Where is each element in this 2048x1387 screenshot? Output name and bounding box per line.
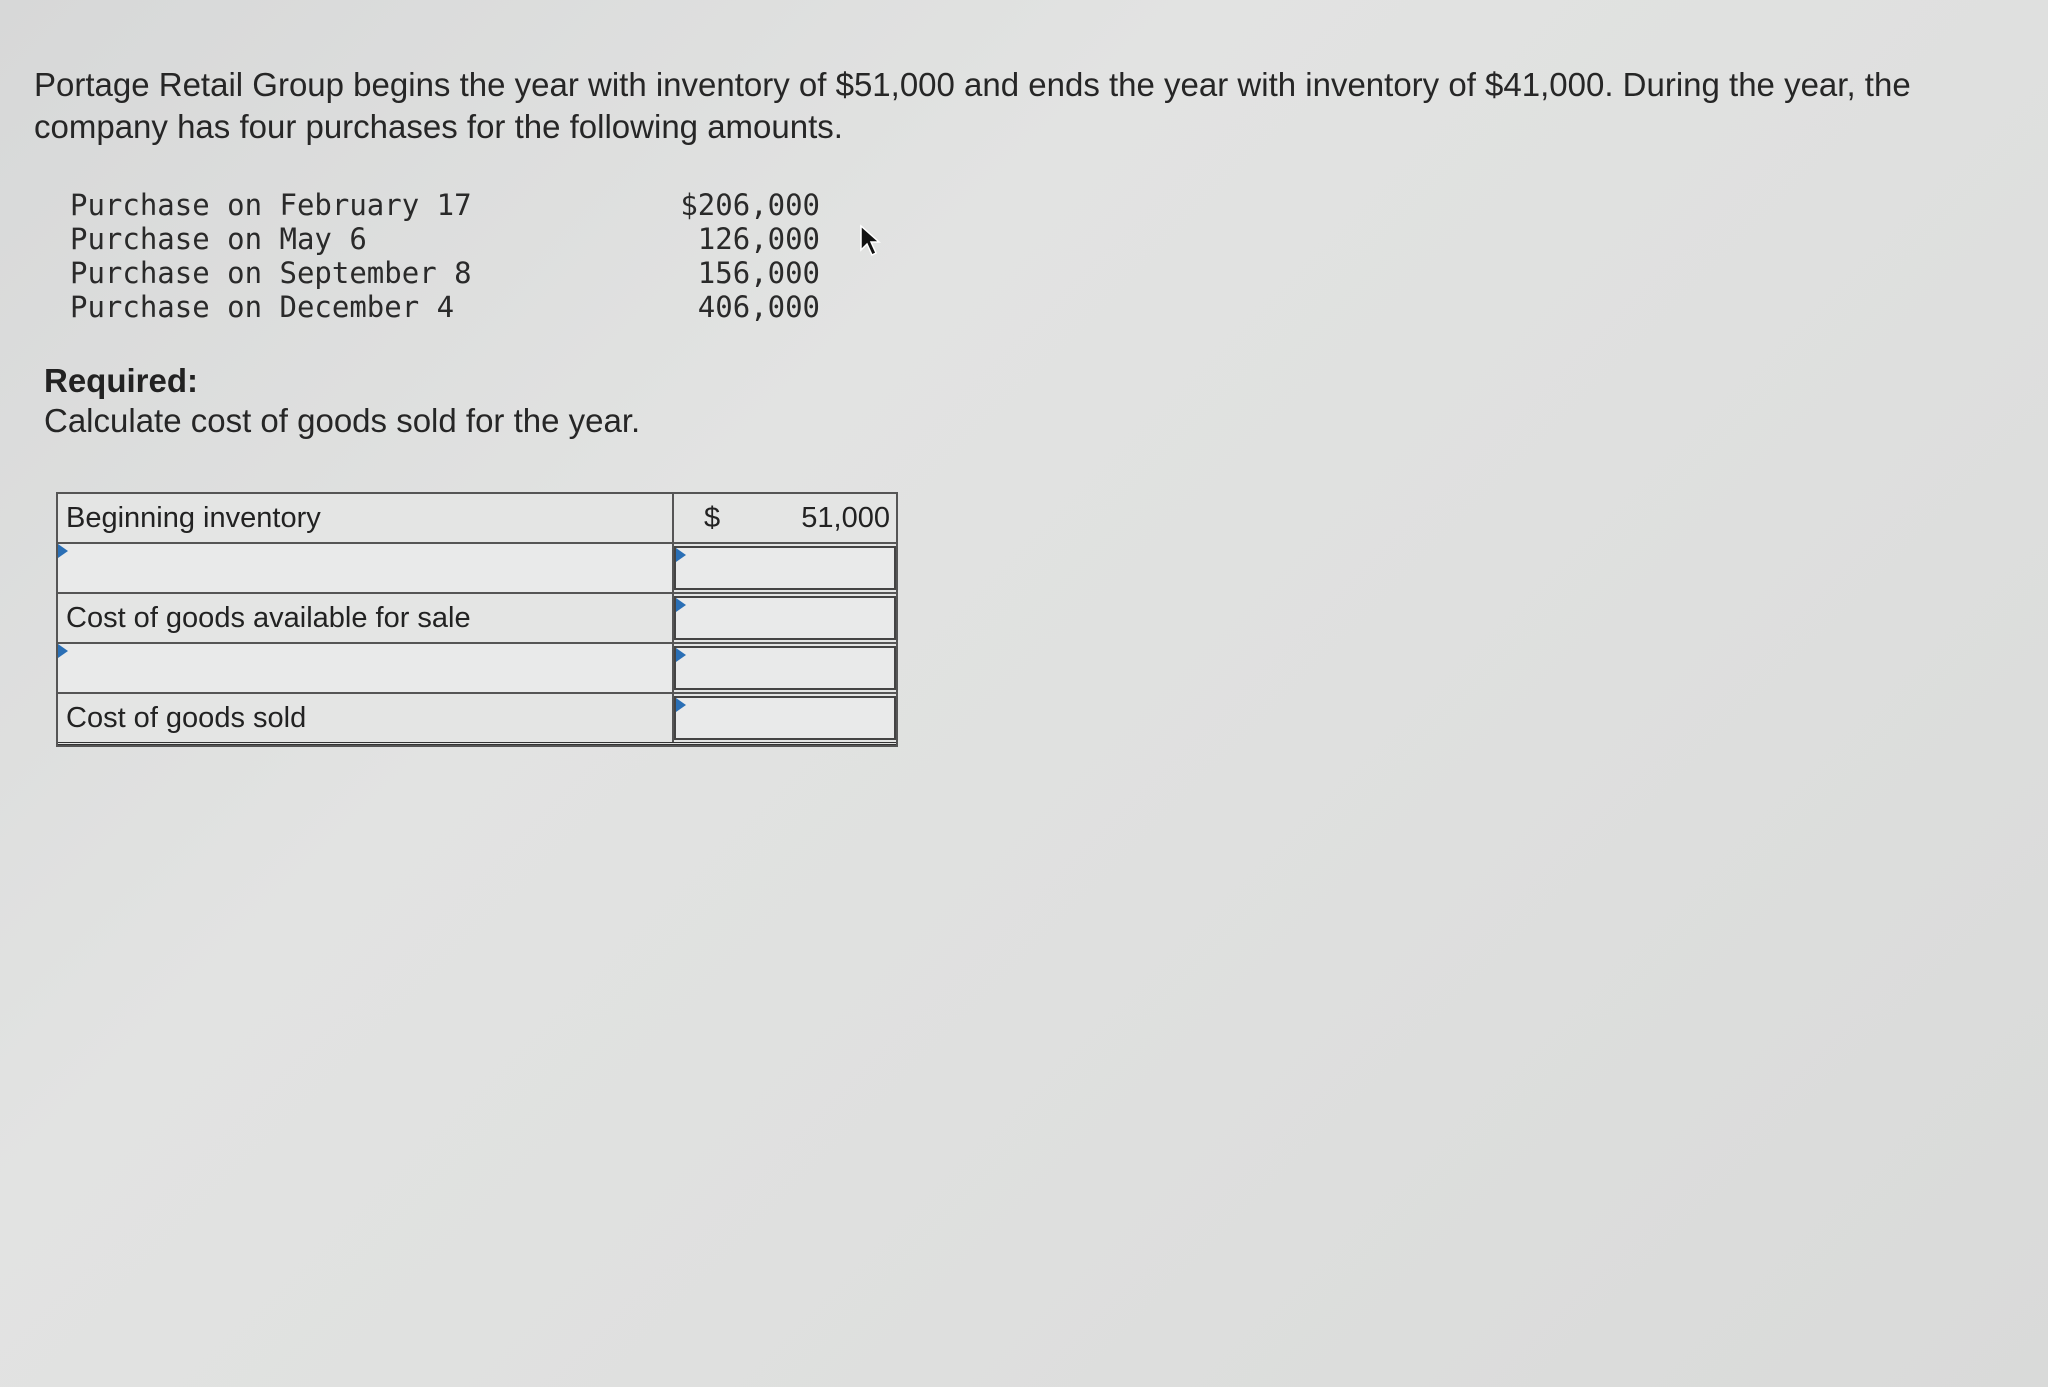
table-row [58,694,896,745]
purchase-amount: 126,000 [697,222,820,256]
input-marker-icon [676,648,686,662]
table-row [58,544,896,594]
amount-input[interactable] [674,696,896,740]
purchase-label: Purchase on May 6 [70,222,367,256]
purchase-label: Purchase on December 4 [70,290,455,324]
label-cell: Cost of goods sold [58,694,674,742]
input-marker-icon [676,698,686,712]
purchase-amount: 406,000 [697,290,820,324]
purchase-row [70,290,820,324]
purchase-label: Purchase on February 17 [70,188,472,222]
amount-value: 51,000 [801,501,890,534]
purchase-amount: 156,000 [697,256,820,290]
purchase-row [70,222,820,256]
amount-input[interactable] [674,596,896,640]
problem-intro: Portage Retail Group begins the year with inventory of $51,000 and ends the year with inventory of $41,000. During the year, the company has four purchases for the following amounts. [34,66,1911,145]
label-cell: Beginning inventory [58,494,674,542]
amount-input[interactable] [674,646,896,690]
input-marker-icon [58,644,68,658]
required-heading: Required: [44,362,199,399]
amount-input[interactable] [674,546,896,590]
input-marker-icon [676,548,686,562]
table-row [58,644,896,694]
label-input[interactable] [58,644,674,692]
purchase-label: Purchase on September 8 [70,256,472,290]
currency-symbol: $ [704,501,721,534]
purchases-list [70,188,820,324]
input-marker-icon [58,544,68,558]
mouse-pointer-icon [858,224,884,258]
table-row [58,494,896,544]
label-input[interactable] [58,544,674,592]
value-cell [674,494,896,542]
label-cell: Cost of goods available for sale [58,594,674,642]
required-text: Calculate cost of goods sold for the year. [44,402,641,439]
cogs-table [56,492,898,747]
purchase-amount: $206,000 [680,188,820,222]
purchase-row [70,188,820,222]
input-marker-icon [676,598,686,612]
table-row [58,594,896,644]
purchase-row [70,256,820,290]
